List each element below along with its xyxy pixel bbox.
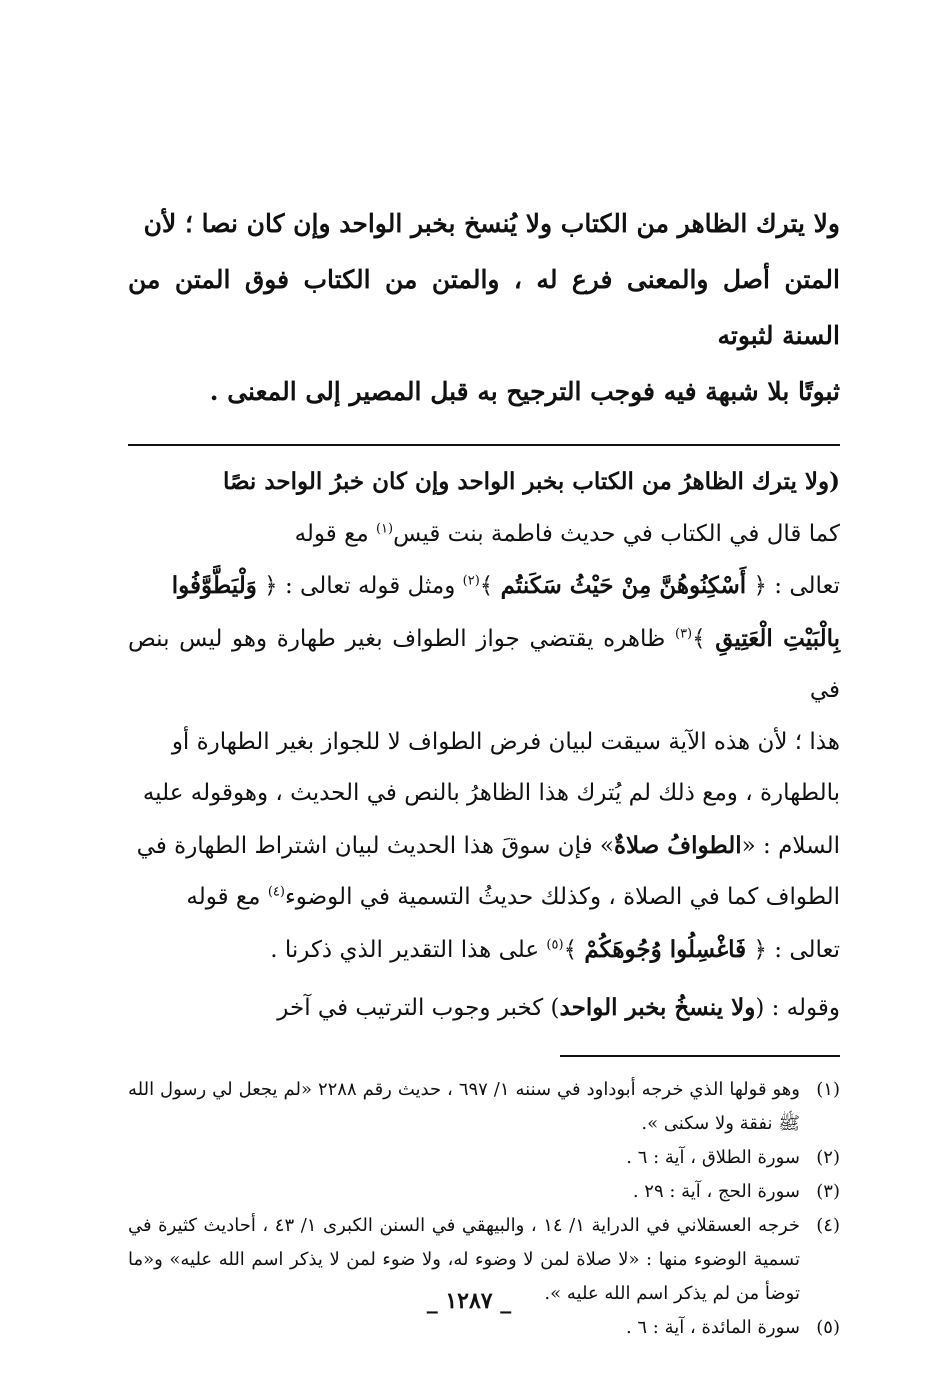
quran-quote: فَاغْسِلُوا وُجُوهَكُمْ — [584, 935, 747, 963]
commentary-text: (ولا يترك الظاهرُ من الكتاب بخبر الواحد وإن كان خبرُ الواحد نصًا — [222, 468, 840, 495]
separator-line — [128, 444, 840, 446]
commentary-line — [128, 456, 840, 509]
commentary-text: ﴾ — [563, 936, 585, 963]
commentary-text: ) كخبر وجوب الترتيب في آخر — [277, 995, 560, 1021]
footnote-text: خرجه العسقلاني في الدراية ١/ ١٤ ، والبيهقي في السنن الكبرى ١/ ٤٣ ، أحاديث كثيرة في تسمية الوضوء منها : «لا صلاة لمن لا وضوء له، ولا ضوء لمن لا يذكر اسم الله عليه» و«ما توضأ من لم يذكر اسم الله عليه ». — [128, 1214, 800, 1304]
commentary-text: ومثل قوله تعالى : ﴿ — [256, 573, 463, 599]
commentary-line — [128, 560, 840, 613]
page-number: _ ١٢٨٧ _ — [426, 1288, 512, 1314]
footnote-number: (٢) — [816, 1146, 840, 1168]
commentary-text: كما قال في الكتاب في حديث فاطمة بنت قيس — [393, 520, 840, 547]
commentary-line — [128, 613, 840, 717]
footnote-number: (٣) — [816, 1180, 840, 1202]
footnote-text: سورة المائدة ، آية : ٦ . — [625, 1316, 800, 1338]
commentary-text: وقوله : ( — [755, 995, 840, 1021]
quran-quote: وَلْيَطَّوَّفُوا — [171, 572, 257, 599]
commentary-text: هذا ؛ لأن هذه الآية سيقت لبيان فرض الطواف لا للجواز بغير الطهارة أو — [171, 728, 840, 755]
commentary-text: السلام : « — [741, 832, 840, 859]
page-content — [128, 196, 840, 1345]
commentary-line — [128, 768, 840, 820]
commentary-line — [128, 982, 840, 1035]
footnote-number: (٥) — [816, 1316, 840, 1338]
footnote-text: وهو قولها الذي خرجه أبوداود في سننه ١/ ٦٩٧ ، حديث رقم ٢٢٨٨ «لم يجعل لي رسول الله ﷺ نفقة ولا سكنى ». — [128, 1078, 800, 1134]
commentary-text: ﴾ — [692, 625, 716, 652]
footnote — [128, 1311, 840, 1345]
commentary-text: ظاهره يقتضي جواز الطواف بغير طهارة وهو ليس بنص في — [128, 625, 840, 703]
commentary-line — [128, 820, 840, 873]
commentary-text: ﴾ — [479, 573, 501, 599]
footnote-number: (١) — [816, 1078, 840, 1100]
quran-quote: بِالْبَيْتِ الْعَتِيقِ — [715, 624, 840, 652]
footnote-ref: (٥) — [546, 936, 564, 952]
main-text-line: ثبوتًا بلا شبهة فيه فوجب الترجيح به قبل المصير إلى المعنى . — [209, 377, 840, 406]
footnote-ref: (٣) — [674, 625, 693, 641]
footnote-ref: (٢) — [462, 573, 480, 589]
footnote — [128, 1141, 840, 1175]
main-text-line: ولا يترك الظاهر من الكتاب ولا يُنسخ بخبر الواحد وإن كان نصا ؛ لأن — [143, 209, 840, 238]
matn-quote: ولا ينسخُ بخبر الواحد — [559, 994, 756, 1021]
commentary-text: على هذا التقدير الذي ذكرنا . — [270, 936, 547, 963]
footnote-separator — [560, 1055, 840, 1057]
footnote — [128, 1175, 840, 1209]
commentary-text: مع قوله — [294, 520, 376, 547]
footnote-text: سورة الحج ، آية : ٢٩ . — [632, 1180, 800, 1202]
commentary — [128, 456, 840, 1035]
commentary-line — [128, 509, 840, 561]
footnote-text: سورة الطلاق ، آية : ٦ . — [626, 1146, 800, 1168]
footnote-ref: (٤) — [267, 884, 285, 900]
main-text-line: المتن أصل والمعنى فرع له ، والمتن من الكتاب فوق المتن من السنة لثبوته — [128, 265, 840, 350]
commentary-line — [128, 717, 840, 769]
footnote-number: (٤) — [816, 1214, 840, 1236]
commentary-text: الطواف كما في الصلاة ، وكذلك حديثُ التسمية في الوضوء — [284, 884, 840, 910]
commentary-line — [128, 872, 840, 924]
quran-quote: أَسْكِنُوهُنَّ مِنْ حَيْثُ سَكَنتُم — [500, 572, 747, 599]
commentary-text: مع قوله — [186, 884, 268, 910]
commentary-text: بالطهارة ، ومع ذلك لم يُترك هذا الظاهرُ بالنص في الحديث ، وهوقوله عليه — [142, 780, 840, 806]
footnote-ref: (١) — [375, 520, 394, 536]
commentary-text: » فإن سوقَ هذا الحديث لبيان اشتراط الطهارة في — [136, 832, 614, 859]
main-text — [128, 196, 840, 420]
hadith-quote: الطوافُ صلاةٌ — [613, 831, 742, 859]
footnote — [128, 1073, 840, 1141]
commentary-line — [128, 924, 840, 977]
commentary-text: تعالى : ﴿ — [746, 936, 840, 963]
commentary-text: تعالى : ﴿ — [746, 573, 840, 599]
